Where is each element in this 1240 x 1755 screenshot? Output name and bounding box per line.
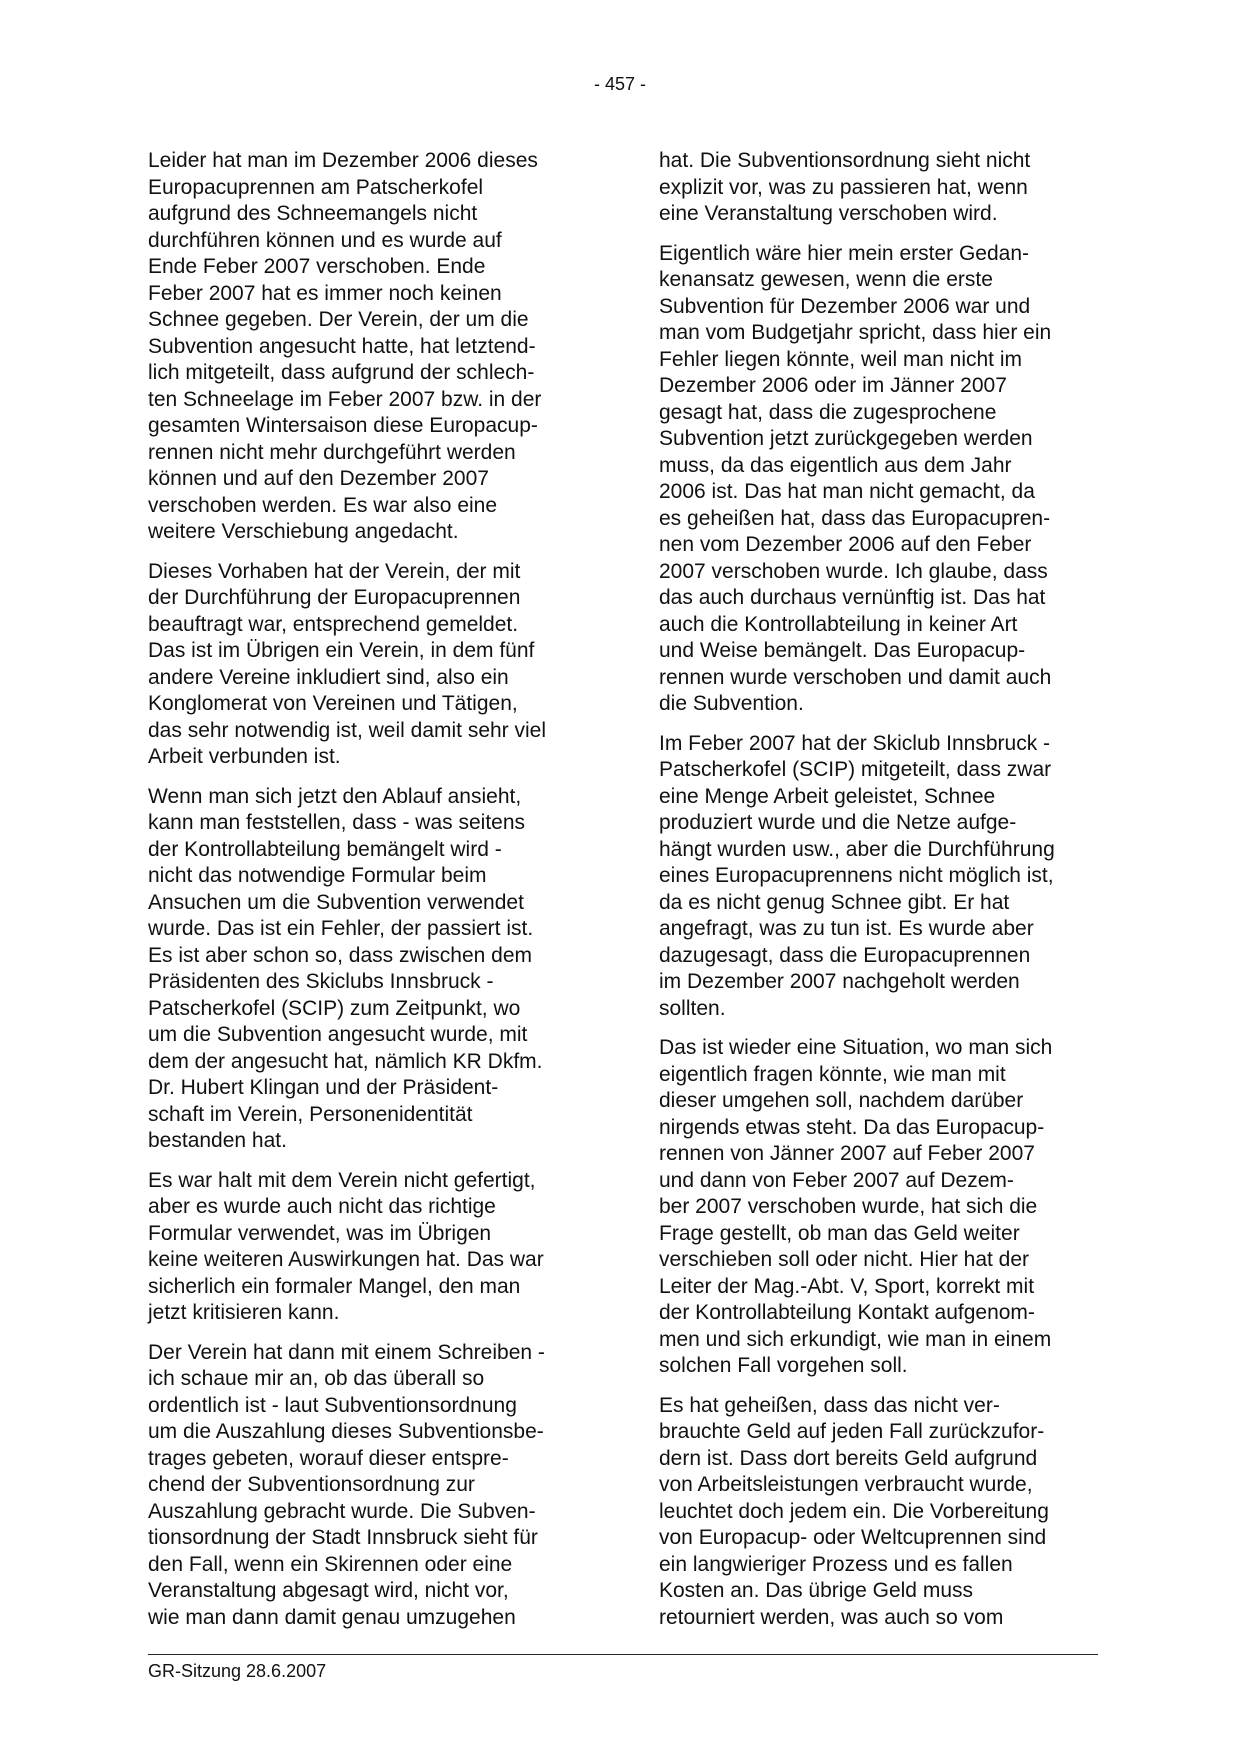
page-number: - 457 - <box>593 74 647 94</box>
footer-session-label: GR-Sitzung 28.6.2007 <box>148 1661 327 1681</box>
paragraph: Das ist wieder eine Situation, wo man sich eigentlich fragen könnte, wie man mit dieser umgehen soll, nachdem darüber nirgends etwas steht. Da das Europacup- rennen von Jänner 2007 auf Feber 2007 und dann von Feber 2007 auf Dezem- ber 2007 verschoben wurde, hat sich die Frage gestellt, ob man das Geld weiter verschieben soll oder nicht. Hier hat der Leiter der Mag.-Abt. V, Sport, korrekt mit der Kontrollabteilung Kontakt aufgenom- men und sich erkundigt, wie man in einem solchen Fall vorgehen soll. <box>659 1036 1053 1377</box>
paragraph: Leider hat man im Dezember 2006 dieses Europacuprennen am Patscherkofel aufgrund des Schneemangels nicht durchführen können und es wurde auf Ende Feber 2007 verschoben. Ende Feber 2007 hat es immer noch keinen Schnee gegeben. Der Verein, der um die Subvention angesucht hatte, hat letztend- lich mitgeteilt, dass aufgrund der schlech- ten Schneelage im Feber 2007 bzw. in der gesamten Wintersaison diese Europacup- rennen nicht mehr durchgeführt werden können und auf den Dezember 2007 verschoben werden. Es war also eine weitere Verschiebung angedacht. <box>148 149 542 543</box>
paragraph: Eigentlich wäre hier mein erster Gedan- kenansatz gewesen, wenn die erste Subvention für Dezember 2006 war und man vom Budgetjahr spricht, dass hier ein Fehler liegen könnte, weil man nicht im Dezember 2006 oder im Jänner 2007 gesagt hat, dass die zugesprochene Subvention jetzt zurückgegeben werden muss, da das eigentlich aus dem Jahr 2006 ist. Das hat man nicht gemacht, da es geheißen hat, dass das Europacupren- nen vom Dezember 2006 auf den Feber 2007 verschoben wurde. Ich glaube, dass das auch durchaus vernünftig ist. Das hat auch die Kontrollabteilung in keiner Art und Weise bemängelt. Das Europacup- rennen wurde verschoben und damit auch die Subvention. <box>659 241 1052 715</box>
left-text-column <box>148 148 594 1644</box>
paragraph: Es war halt mit dem Verein nicht gefertigt, aber es wurde auch nicht das richtige Formular verwendet, was im Übrigen keine weiteren Auswirkungen hat. Das war sicherlich ein formaler Mangel, den man jetzt kritisieren kann. <box>148 1168 544 1324</box>
paragraph: Es hat geheißen, dass das nicht ver- brauchte Geld auf jeden Fall zurückzufor- dern ist. Dass dort bereits Geld aufgrund von Arbeitsleistungen verbraucht wurde, leuchtet doch jedem ein. Die Vorbereitung von Europacup- oder Weltcuprennen sind ein langwieriger Prozess und es fallen Kosten an. Das übrige Geld muss retourniert werden, was auch so vom <box>659 1393 1049 1629</box>
paragraph: Dieses Vorhaben hat der Verein, der mit der Durchführung der Europacuprennen beauftragt war, entsprechend gemeldet. Das ist im Übrigen ein Verein, in dem fünf andere Vereine inkludiert sind, also ein Konglomerat von Vereinen und Tätigen, das sehr notwendig ist, weil damit sehr viel Arbeit verbunden ist. <box>148 559 547 768</box>
paragraph: Wenn man sich jetzt den Ablauf ansieht, kann man feststellen, dass - was seitens der Kontrollabteilung bemängelt wird - nicht das notwendige Formular beim Ansuchen um die Subvention verwendet wurde. Das ist ein Fehler, der passiert ist. Es ist aber schon so, dass zwischen dem Präsidenten des Skiclubs Innsbruck - Patscherkofel (SCIP) zum Zeitpunkt, wo um die Subvention angesucht wurde, mit dem der angesucht hat, nämlich KR Dkfm. Dr. Hubert Klingan und der Präsident- schaft im Verein, Personenidentität bestanden hat. <box>148 784 543 1152</box>
paragraph: hat. Die Subventionsordnung sieht nicht explizit vor, was zu passieren hat, wenn eine Veranstaltung verschoben wird. <box>659 149 1031 225</box>
paragraph: Der Verein hat dann mit einem Schreiben - ich schaue mir an, ob das überall so ordentlich ist - laut Subventionsordnung um die Auszahlung dieses Subventionsbe- trages gebeten, worauf dieser entspre- chend der Subventionsordnung zur Auszahlung gebracht wurde. Die Subven- tionsordnung der Stadt Innsbruck sieht für den Fall, wenn ein Skirennen oder eine Veranstaltung abgesagt wird, nicht vor, wie man dann damit genau umzugehen <box>148 1340 545 1629</box>
right-text-column <box>659 148 1107 1644</box>
footer-divider <box>148 1654 1098 1655</box>
paragraph: Im Feber 2007 hat der Skiclub Innsbruck - Patscherkofel (SCIP) mitgeteilt, dass zwar eine Menge Arbeit geleistet, Schnee produziert wurde und die Netze aufge- hängt wurden usw., aber die Durchführung eines Europacuprennens nicht möglich ist, da es nicht genug Schnee gibt. Er hat angefragt, was zu tun ist. Es wurde aber dazugesagt, dass die Europacuprennen im Dezember 2007 nachgeholt werden sollten. <box>659 731 1055 1020</box>
